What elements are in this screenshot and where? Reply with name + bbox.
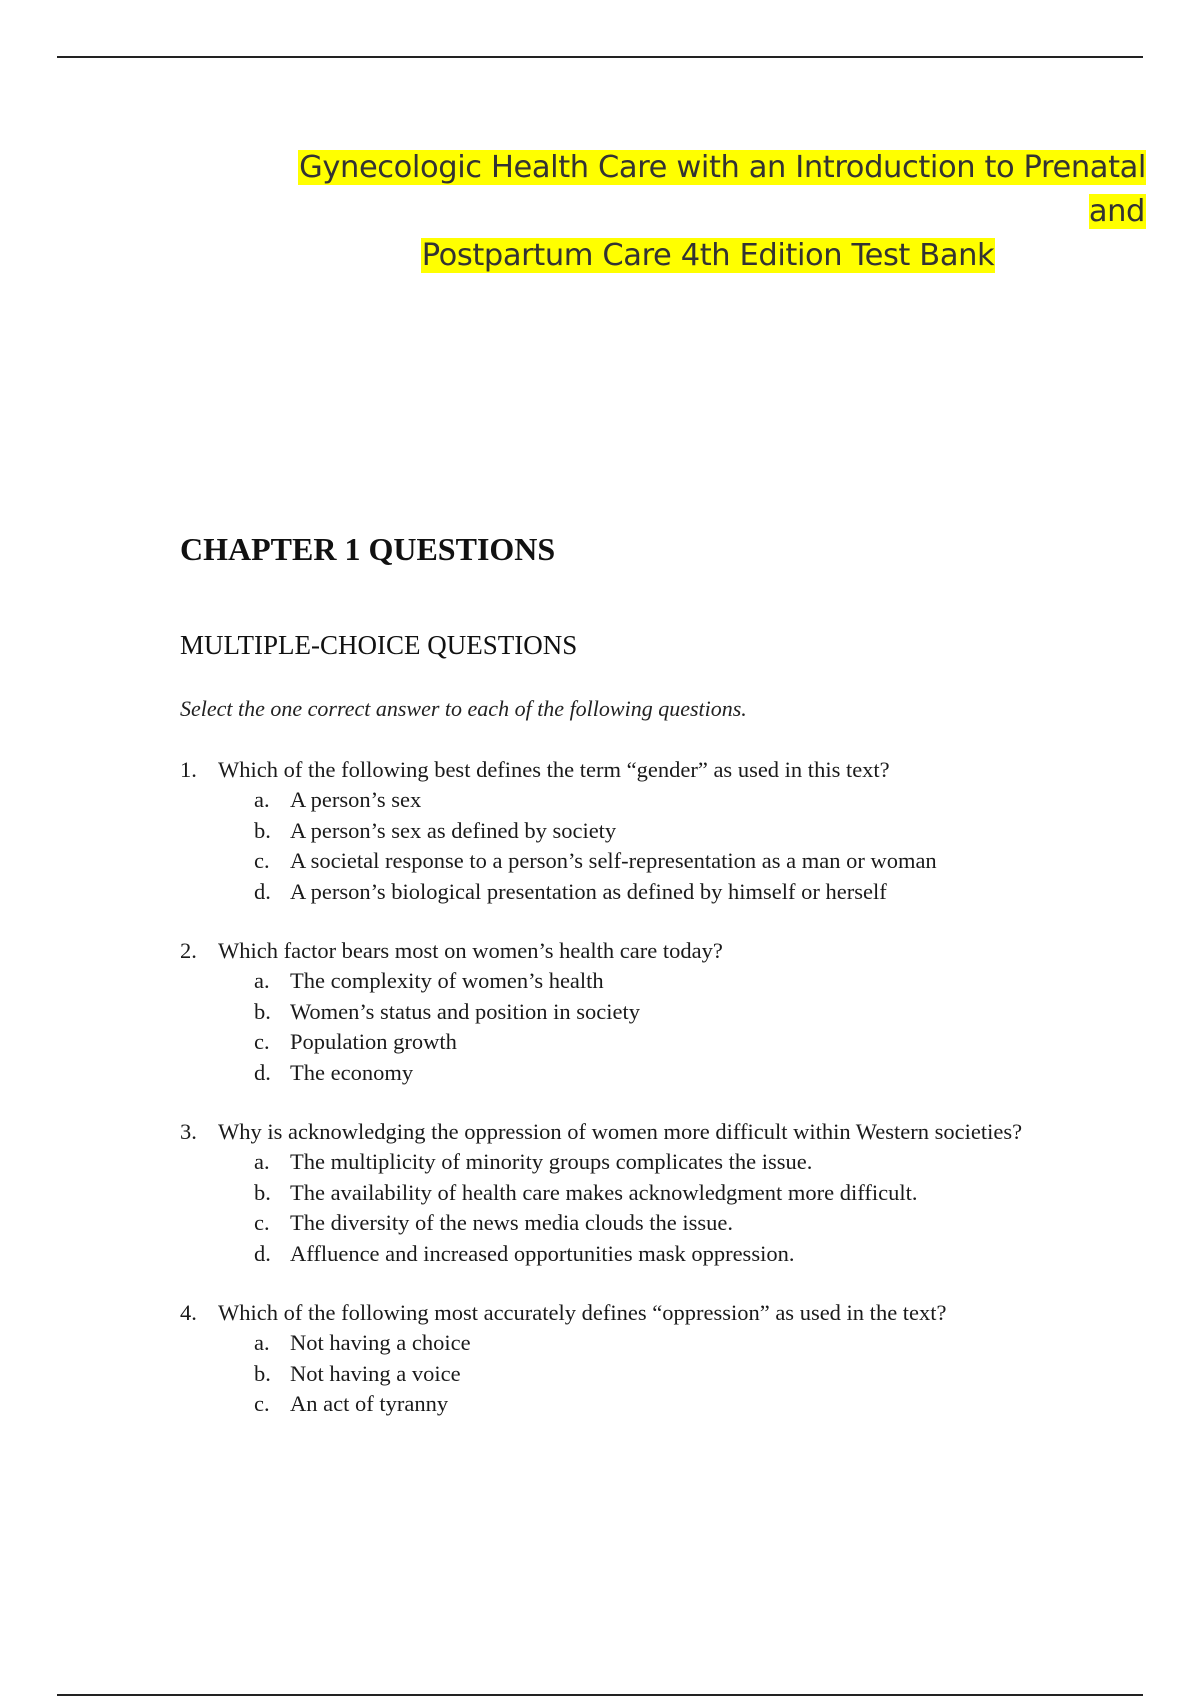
answer-option — [180, 816, 1080, 847]
option-text: Not having a choice — [290, 1330, 471, 1355]
answer-option — [180, 1147, 1080, 1178]
answer-options — [180, 966, 1080, 1088]
answer-option — [180, 1027, 1080, 1058]
question-text: Which of the following most accurately defines “oppression” as used in the text? — [218, 1300, 947, 1325]
question-stem — [180, 936, 1080, 966]
question-number: 4. — [180, 1300, 197, 1325]
answer-options — [180, 1147, 1080, 1269]
option-letter: b. — [254, 817, 271, 843]
option-letter: c. — [254, 848, 270, 873]
option-letter: d. — [254, 1059, 271, 1085]
option-text: A person’s sex — [290, 787, 422, 812]
option-text: A person’s biological presentation as defined by himself or herself — [290, 878, 887, 904]
option-letter: a. — [254, 1330, 270, 1355]
option-text: Affluence and increased opportunities mask oppression. — [290, 1240, 795, 1266]
bottom-divider — [57, 1694, 1143, 1696]
question-item — [180, 1298, 1080, 1420]
answer-option — [180, 1058, 1080, 1089]
document-title — [240, 146, 1146, 278]
option-letter: a. — [254, 968, 270, 993]
option-text: The complexity of women’s health — [290, 968, 604, 993]
question-item — [180, 755, 1080, 907]
option-letter: b. — [254, 998, 271, 1024]
question-item — [180, 936, 1080, 1088]
instructions-text: Select the one correct answer to each of the following questions. — [180, 696, 747, 721]
option-text: The economy — [290, 1059, 414, 1085]
answer-option — [180, 1389, 1080, 1420]
question-stem — [180, 1117, 1080, 1147]
question-item — [180, 1117, 1080, 1269]
answer-options — [180, 1328, 1080, 1420]
question-stem — [180, 1298, 1080, 1328]
answer-option — [180, 1208, 1080, 1239]
answer-options — [180, 785, 1080, 907]
question-text: Which of the following best defines the term “gender” as used in this text? — [218, 757, 890, 782]
option-text: A person’s sex as defined by society — [290, 817, 617, 843]
option-letter: c. — [254, 1391, 270, 1416]
title-line-2: Postpartum Care 4th Edition Test Bank — [421, 238, 995, 273]
chapter-heading: CHAPTER 1 QUESTIONS — [180, 531, 556, 567]
option-letter: d. — [254, 1240, 271, 1266]
option-letter: b. — [254, 1360, 271, 1386]
option-text: The diversity of the news media clouds the issue. — [290, 1210, 734, 1235]
section-heading: MULTIPLE-CHOICE QUESTIONS — [180, 630, 578, 660]
option-text: The multiplicity of minority groups complicates the issue. — [290, 1149, 813, 1174]
question-list — [180, 755, 1080, 1449]
option-text: The availability of health care makes acknowledgment more difficult. — [290, 1179, 918, 1205]
question-number: 3. — [180, 1119, 197, 1144]
top-divider — [57, 56, 1143, 58]
option-text: An act of tyranny — [290, 1391, 449, 1416]
question-stem — [180, 755, 1080, 785]
option-letter: c. — [254, 1210, 270, 1235]
answer-option — [180, 1178, 1080, 1209]
option-letter: b. — [254, 1179, 271, 1205]
title-line-1: Gynecologic Health Care with an Introduction to Prenatal and — [299, 150, 1146, 229]
answer-option — [180, 846, 1080, 877]
answer-option — [180, 1328, 1080, 1359]
option-text: Not having a voice — [290, 1360, 461, 1386]
answer-option — [180, 877, 1080, 908]
answer-option — [180, 1359, 1080, 1390]
option-text: Women’s status and position in society — [290, 998, 641, 1024]
option-letter: a. — [254, 1149, 270, 1174]
question-text: Which factor bears most on women’s health care today? — [218, 938, 723, 963]
answer-option — [180, 966, 1080, 997]
answer-option — [180, 997, 1080, 1028]
answer-option — [180, 1239, 1080, 1270]
option-letter: d. — [254, 878, 271, 904]
answer-option — [180, 785, 1080, 816]
option-text: A societal response to a person’s self-representation as a man or woman — [290, 848, 937, 873]
option-text: Population growth — [290, 1029, 457, 1054]
option-letter: a. — [254, 787, 270, 812]
question-number: 2. — [180, 938, 197, 963]
question-text: Why is acknowledging the oppression of women more difficult within Western societies? — [218, 1119, 1023, 1144]
question-number: 1. — [180, 757, 197, 782]
option-letter: c. — [254, 1029, 270, 1054]
